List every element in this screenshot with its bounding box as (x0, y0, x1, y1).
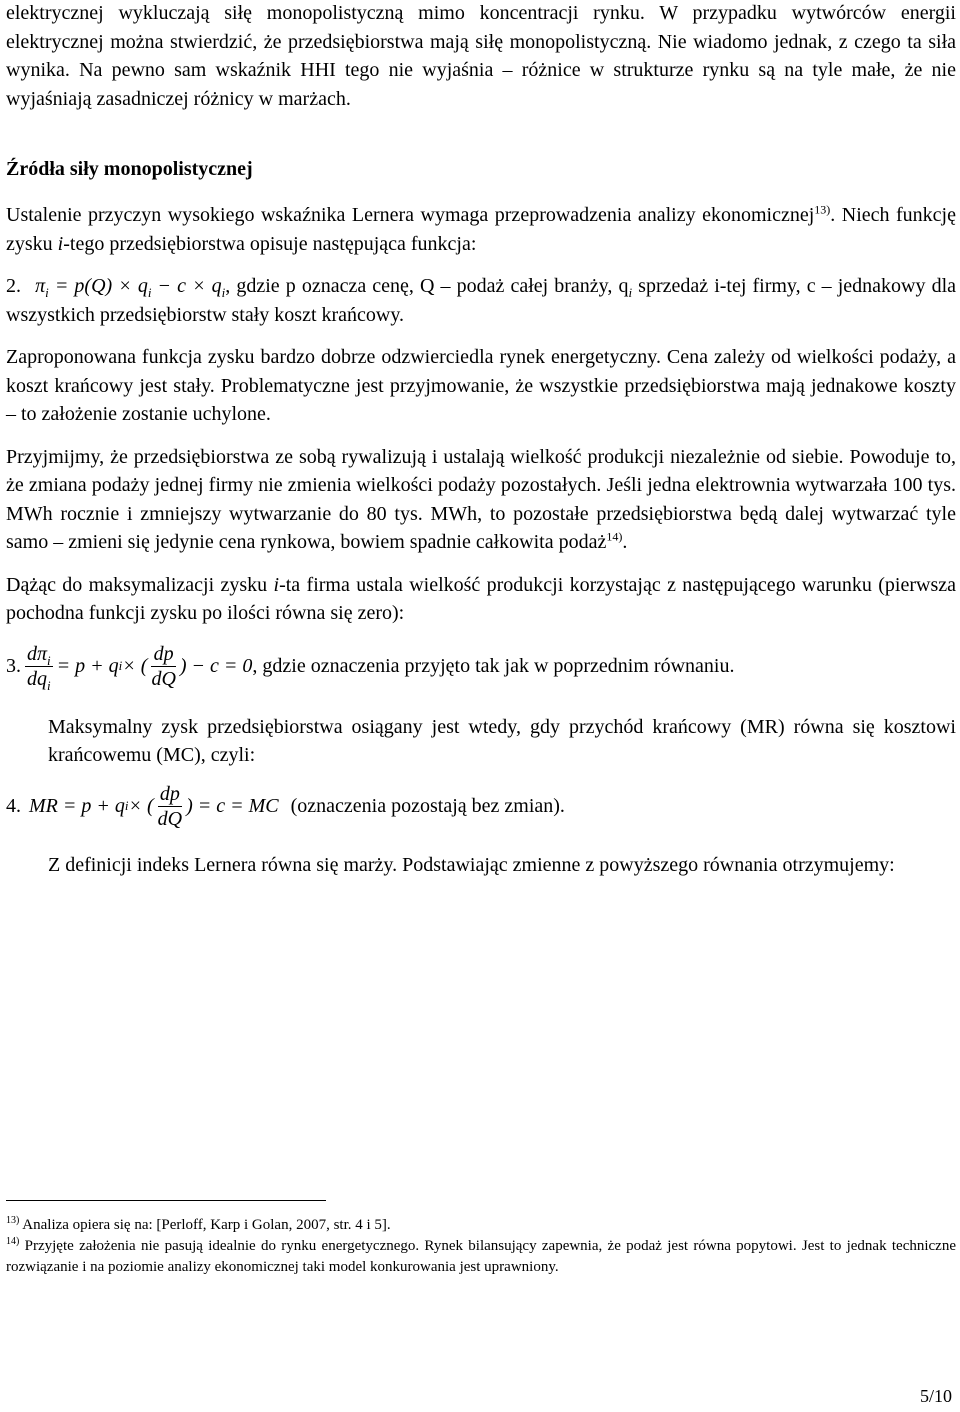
footnote-ref-13: 13) (814, 202, 831, 217)
eq2-sub-3: i (221, 285, 226, 300)
eq2-sub-4: i (628, 285, 633, 300)
footnote-divider (6, 1200, 326, 1201)
para4-index: i (273, 573, 280, 596)
eq4-paren-open: × ( (128, 795, 154, 817)
eq2-description: , gdzie p oznacza cenę, Q – podaż całej branży, q (225, 275, 629, 297)
section-heading: Źródła siły monopolistycznej (6, 158, 253, 180)
footnote-13 (6, 1215, 956, 1236)
eq3-rhs-den: dQ (151, 667, 176, 690)
equation-3: 3. $\frac{d\pi_i}{dq_i}$ = p + q i × ( $\frac{dp}{dQ}$ ) − c = 0 , gdzie oznaczenia przyjęto tak jak w poprzednim równaniu. (6, 642, 735, 693)
intro-paragraph: elektrycznej wykluczają siłę monopolistyczną mimo koncentracji rynku. W przypadku wytwórców energii elektrycznej można stwierdzić, że przedsiębiorstwa mają siłę monopolistyczną. Nie wiadomo jednak, z czego ta siła wynika. Na pewno sam wskaźnik HHI tego nie wyjaśnia – różnice w strukturze rynku są na tyle małe, że nie wyjaśniają zasadniczej różnicy w marżach. (6, 2, 956, 110)
eq2-formula-tail: − c × q (151, 275, 222, 297)
eq4-den: dQ (157, 807, 183, 830)
equation-2 (6, 272, 956, 329)
eq2-sub-1: i (45, 285, 49, 300)
eq2-number: 2. (6, 275, 21, 297)
para4-text-b: -ta firma ustala wielkość produkcji korzystając z następującego warunku (pierwsza pochodna funkcji zysku po ilości równa się zero): (6, 573, 956, 624)
eq4-lhs: MR = p + q (29, 795, 125, 817)
eq4-description: (oznaczenia pozostają bez zmian). (290, 795, 565, 817)
eq3-mid: = p + q (56, 655, 119, 677)
paragraph-lerner (6, 201, 956, 258)
eq3-paren-open: × ( (122, 655, 148, 677)
eq3-description: , gdzie oznaczenia przyjęto tak jak w poprzednim równaniu. (252, 655, 735, 677)
eq2-description-2: sprzedaż i-tej firmy, c – jednakowy dla wszystkich przedsiębiorstw stały koszt krańcowy. (6, 275, 957, 326)
eq2-sub-2: i (147, 285, 152, 300)
eq3-number: 3. (6, 655, 21, 677)
para3-end: . (622, 531, 628, 553)
paragraph-mr-mc: Maksymalny zysk przedsiębiorstwa osiągany jest wtedy, gdy przychód krańcowy (MR) równa się kosztowi krańcowemu (MC), czyli: (48, 715, 956, 766)
eq4-fraction (158, 782, 182, 831)
eq3-tail: ) − c = 0 (179, 655, 253, 677)
footnote-14 (6, 1236, 956, 1278)
document-page (6, 0, 956, 879)
eq2-formula-rest: = p(Q) × q (48, 275, 148, 297)
para1-text-b: . Niech funkcję zysku (6, 204, 956, 255)
footnote-14-mark: 14) (6, 1236, 20, 1247)
footnote-ref-14: 14) (606, 529, 623, 544)
para1-index: i (57, 232, 64, 255)
footnote-14-text: Przyjęte założenia nie pasują idealnie do rynku energetycznego. Rynek bilansujący zapewnia, że podaż jest równa popytowi. Jest to jednak techniczne rozwiązanie i na poziomie analizy ekonomicznej taki model konkurowania jest uprawniony. (6, 1238, 956, 1275)
page-number: 5/10 (919, 1386, 952, 1406)
para3-text: Przyjmijmy, że przedsiębiorstwa ze sobą rywalizują i ustalają wielkość produkcji niezależnie od siebie. Powoduje to, że zmiana podaży jednej firmy nie zmienia wielkości podaży pozostałych. Jeśli jedna elektrownia wytwarzała 100 tys. MWh rocznie i zmniejszy wytwarzanie do 80 tys. MWh, to pozostałe przedsiębiorstwa będą dalej wytwarzać tyle samo – zmieni się jedynie cena rynkowa, bowiem spadnie całkowita podaż (6, 445, 956, 553)
eq3-lhs-num-sub: i (47, 652, 51, 668)
paragraph-lerner-definition: Z definicji indeks Lernera równa się marży. Podstawiając zmienne z powyższego równania otrzymujemy: (48, 853, 895, 876)
eq3-lhs-den-sub: i (47, 677, 51, 693)
footnote-13-mark: 13) (6, 1215, 20, 1226)
eq3-lhs-num: dπ (27, 642, 48, 665)
paragraph-competition (6, 443, 956, 557)
eq4-number: 4. (6, 795, 21, 817)
eq2-pi: π (35, 275, 46, 297)
eq4-num: dp (158, 782, 182, 807)
eq3-rhs-num: dp (151, 642, 175, 667)
equation-4: 4. MR = p + q i × ( $\frac{dp}{dQ}$ ) = c = MC (oznaczenia pozostają bez zmian). (6, 782, 565, 830)
eq3-lhs-den: dq (27, 667, 48, 690)
paragraph-model: Zaproponowana funkcja zysku bardzo dobrze odzwierciedla rynek energetyczny. Cena zależy od wielkości podaży, a koszt krańcowy jest stały. Problematyczne jest przyjmowanie, że wszystkie przedsiębiorstwa mają jednakowe koszty – to założenie zostanie uchylone. (6, 346, 956, 425)
footnotes (6, 1200, 956, 1278)
eq3-lhs-fraction (25, 642, 53, 691)
paragraph-maximization (6, 571, 956, 628)
para4-text-a: Dążąc do maksymalizacji zysku (6, 573, 274, 596)
eq3-rhs-fraction (151, 642, 175, 691)
eq4-tail: ) = c = MC (186, 795, 279, 817)
para1-text-a: Ustalenie przyczyn wysokiego wskaźnika Lernera wymaga przeprowadzenia analizy ekonomicznej (6, 204, 815, 226)
para1-text-c: -tego przedsiębiorstwa opisuje następująca funkcja: (63, 232, 477, 255)
footnote-13-text: Analiza opiera się na: [Perloff, Karp i Golan, 2007, str. 4 i 5]. (22, 1217, 391, 1233)
